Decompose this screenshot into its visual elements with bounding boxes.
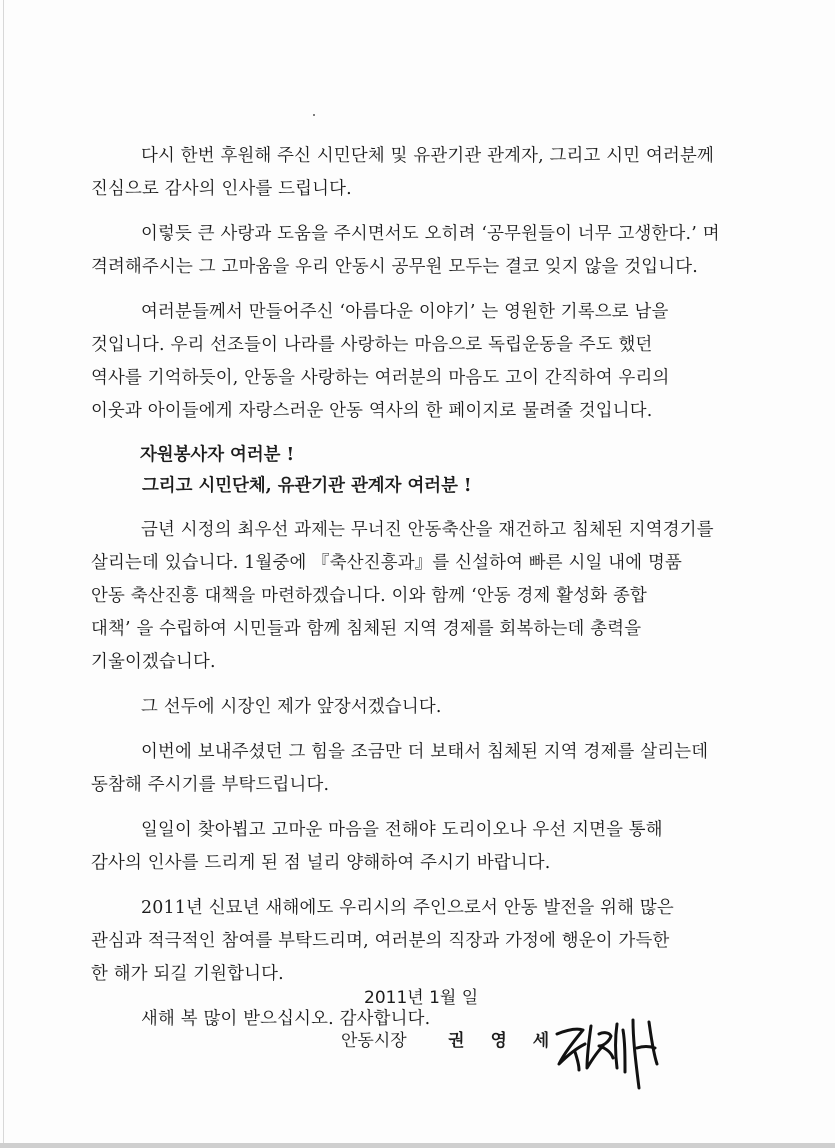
paragraph-line: 감사의 인사를 드리게 된 점 널리 양해하여 주시기 바랍니다. — [91, 853, 551, 873]
paragraph-line: 동참해 주시기를 부탁드립니다. — [91, 775, 330, 795]
mayor-title: 안동시장 — [341, 1031, 407, 1051]
paragraph — [91, 296, 752, 428]
scan-speck — [313, 114, 315, 116]
signature-line — [341, 1026, 559, 1051]
paragraph-line: 새해 복 많이 받으십시오. 감사합니다. — [141, 1009, 431, 1029]
paragraph-line: 한 해가 되길 기원합니다. — [91, 964, 284, 984]
handwritten-signature — [553, 1012, 663, 1092]
letter-body — [91, 140, 752, 1048]
paragraph-line: 대책’ 을 수립하여 시민들과 함께 침체된 지역 경제를 회복하는데 총력을 — [91, 619, 642, 639]
paragraph-line: 살리는데 있습니다. 1월중에 『축산진흥과』를 신설하여 빠른 시일 내에 명품 — [91, 553, 682, 573]
paragraph-line: 역사를 기억하듯이, 안동을 사랑하는 여러분의 마음도 고이 간직하여 우리의 — [91, 368, 670, 388]
heading-volunteers: 자원봉사자 여러분 ! — [140, 445, 295, 465]
paragraph-line: 그 선두에 시장인 제가 앞장서겠습니다. — [141, 697, 442, 717]
letter-date: 2011년 1월 일 — [364, 988, 479, 1008]
paragraph — [116, 691, 752, 724]
paragraph — [91, 814, 752, 880]
paragraph-line: 여러분들께서 만들어주신 ‘아름다운 이야기’ 는 영원한 기록으로 남을 — [141, 302, 669, 322]
top-paragraphs — [91, 140, 752, 428]
paragraph-line: 금년 시정의 최우선 과제는 무너진 안동축산을 재건하고 침체된 지역경기를 — [141, 520, 714, 540]
paragraph-line: 2011년 신묘년 새해에도 우리시의 주인으로서 안동 발전을 위해 많은 — [141, 898, 674, 918]
paragraph-line: 기울이겠습니다. — [91, 652, 216, 672]
paragraph-line: 진심으로 감사의 인사를 드립니다. — [91, 179, 352, 199]
paragraph-line: 다시 한번 후원해 주신 시민단체 및 유관기관 관계자, 그리고 시민 여러분께 — [141, 146, 714, 166]
heading-organizations: 그리고 시민단체, 유관기관 관계자 여러분 ! — [142, 476, 472, 496]
paragraph-line: 이웃과 아이들에게 자랑스러운 안동 역사의 한 페이지로 물려줄 것입니다. — [91, 401, 653, 421]
scan-edge — [3, 0, 4, 1148]
greeting-headings — [116, 440, 752, 502]
paragraph-line: 격려해주시는 그 고마움을 우리 안동시 공무원 모두는 결코 잊지 않을 것입니다. — [91, 257, 698, 277]
bottom-paragraphs — [91, 514, 752, 1036]
mayor-name: 권 영 세 — [448, 1031, 560, 1051]
paragraph — [91, 892, 752, 991]
paragraph — [91, 140, 752, 206]
paragraph-line: 이번에 보내주셨던 그 힘을 조금만 더 보태서 침체된 지역 경제를 살리는데 — [141, 742, 709, 762]
paragraph — [91, 736, 752, 802]
paragraph-line: 이렇듯 큰 사랑과 도움을 주시면서도 오히려 ‘공무원들이 너무 고생한다.’ 며 — [141, 224, 720, 244]
paragraph — [91, 514, 752, 679]
paragraph-line: 관심과 적극적인 참여를 부탁드리며, 여러분의 직장과 가정에 행운이 가득한 — [91, 931, 670, 951]
paragraph — [91, 218, 752, 284]
scan-bottom-border — [0, 1143, 835, 1148]
paragraph-line: 것입니다. 우리 선조들이 나라를 사랑하는 마음으로 독립운동을 주도 했던 — [91, 335, 653, 355]
paragraph-line: 안동 축산진흥 대책을 마련하겠습니다. 이와 함께 ‘안동 경제 활성화 종합 — [91, 586, 647, 606]
paragraph-line: 일일이 찾아뵙고 고마운 마음을 전해야 도리이오나 우선 지면을 통해 — [141, 820, 663, 840]
